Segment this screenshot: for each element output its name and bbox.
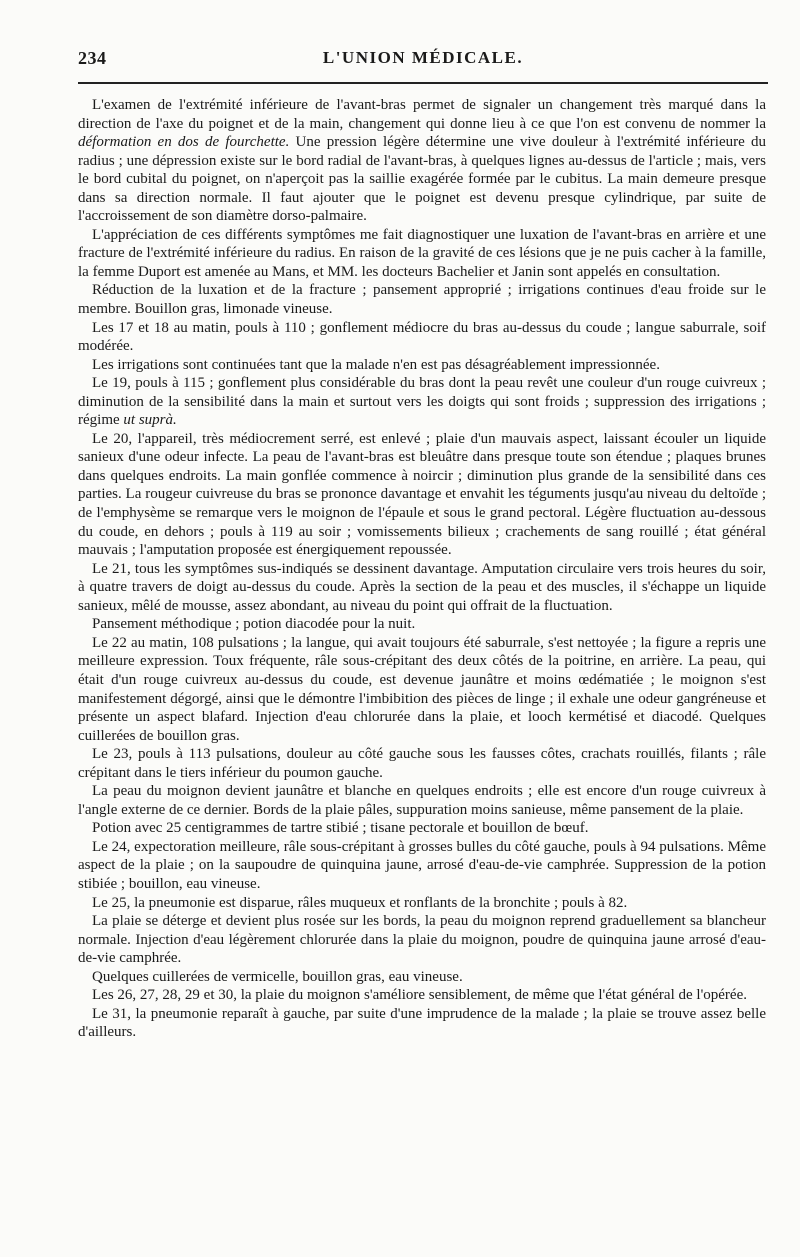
running-title: L'UNION MÉDICALE. xyxy=(322,48,524,67)
paragraph: Le 23, pouls à 113 pulsations, douleur au côté gauche sous les fausses côtes, crachats rouillés, filants ; râle crépitant dans le tiers inférieur du poumon gauche. xyxy=(78,746,766,781)
paragraph: Le 25, la pneumonie est disparue, râles muqueux et ronflants de la bronchite ; pouls à 82. xyxy=(92,894,628,911)
page-header xyxy=(78,48,768,72)
paragraph: Réduction de la luxation et de la fracture ; pansement approprié ; irrigations continues d'eau froide sur le membre. Bouillon gras, limonade vineuse. xyxy=(78,282,766,318)
paragraph: Le 20, l'appareil, très médiocrement serré, est enlevé ; plaie d'un mauvais aspect, laissant écouler un liquide sanieux d'une odeur infecte. La peau de l'avant-bras est bleuâtre dans presque toute son étendue ; plaques brunes dans quelques endroits. La main gonflée commence à noircir ; diminution plus grande de la sensibilité dans ces parties. La rougeur cuivreuse du bras se prononce davantage et envahit les téguments jusqu'au niveau du deltoïde ; de l'emphysème se remarque vers le moignon de l'épaule et sous le grand pectoral. Légère fluctuation au-dessous du coude, en dehors ; pouls à 119 au soir ; vomissements bilieux ; crachements de sang rouillé ; état général mauvais ; l'amputation proposée est énergiquement repoussée. xyxy=(78,430,766,559)
paragraph: Les 17 et 18 au matin, pouls à 110 ; gonflement médiocre du bras au-dessus du coude ; langue saburrale, soif modérée. xyxy=(78,319,766,355)
paragraph: Pansement méthodique ; potion diacodée pour la nuit. xyxy=(92,616,416,633)
paragraph: La peau du moignon devient jaunâtre et blanche en quelques endroits ; elle est encore d'un rouge cuivreux à l'angle externe de ce dernier. Bords de la plaie pâles, suppuration moins sanieuse, même pansement de la plaie. xyxy=(78,783,766,818)
paragraph: Le 24, expectoration meilleure, râle sous-crépitant à grosses bulles du côté gauche, pouls à 94 pulsations. Même aspect de la plaie ; on la saupoudre de quinquina jaune, arrosé d'eau-de-vie camphrée. Suppression de la potion stibiée ; bouillon, eau vineuse. xyxy=(78,838,766,892)
paragraph: Le 31, la pneumonie reparaît à gauche, par suite d'une imprudence de la malade ; la plaie se trouve assez belle d'ailleurs. xyxy=(78,1005,766,1041)
paragraph: Quelques cuillerées de vermicelle, bouillon gras, eau vineuse. xyxy=(92,968,463,985)
page-number: 234 xyxy=(78,48,107,68)
paragraph: Le 19, pouls à 115 ; gonflement plus considérable du bras dont la peau revêt une couleur d'un rouge cuivreux ; diminution de la sensibilité dans la main et surtout vers les doigts qui sont froids ; suppression des irrigations ; régime ut suprà. xyxy=(78,375,766,429)
header-rule xyxy=(78,82,768,84)
paragraph: Le 22 au matin, 108 pulsations ; la langue, qui avait toujours été saburrale, s'est nettoyée ; la figure a repris une meilleure expression. Toux fréquente, râle sous-crépitant des deux côtés de la poitrine, en arrière. La peau, qui était d'un rouge cuivreux au-dessus du coude, est devenue jaunâtre et moins œdématiée ; le moignon s'est manifestement dégorgé, ainsi que le démontre l'imbibition des pièces de linge ; il exhale une odeur gangréneuse et présente un aspect blafard. Injection d'eau chlorurée dans la plaie, et looch kermétisé et diacodé. Quelques cuillerées de bouillon gras. xyxy=(78,634,766,744)
paragraph: Les irrigations sont continuées tant que la malade n'en est pas désagréablement impressionnée. xyxy=(92,356,660,373)
paragraph: L'examen de l'extrémité inférieure de l'avant-bras permet de signaler un changement très marqué dans la direction de l'axe du poignet et de la main, changement qui donne lieu à ce que l'on est convenu de nommer la déformation en dos de fourchette. Une pression légère détermine une vive douleur à l'extrémité inférieure du radius ; une dépression existe sur le bord radial de l'avant-bras, à quelques lignes au-dessus de l'article ; mais, vers le bord cubital du poignet, on n'aperçoit pas la saillie exagérée formée par le cubitus. La main demeure presque dans sa direction normale. Il faut ajouter que le poignet est devenu presque cylindrique, par suite de l'accroissement de son diamètre dorso-palmaire. xyxy=(78,97,766,225)
paragraph: Les 26, 27, 28, 29 et 30, la plaie du moignon s'améliore sensiblement, de même que l'état général de l'opérée. xyxy=(92,987,747,1004)
paragraph: La plaie se déterge et devient plus rosée sur les bords, la peau du moignon reprend graduellement sa blancheur normale. Injection d'eau légèrement chlorurée dans la plaie du moignon, poudre de quinquina jaune arrosé d'eau-de-vie camphrée. xyxy=(78,913,766,967)
paragraph: L'appréciation de ces différents symptômes me fait diagnostiquer une luxation de l'avant-bras en arrière et une fracture de l'extrémité inférieure du radius. En raison de la gravité de ces lésions que je ne puis cacher à la famille, la femme Duport est amenée au Mans, et MM. les docteurs Bachelier et Janin sont appelés en consultation. xyxy=(78,226,766,280)
body-text xyxy=(78,96,766,1042)
paragraph: Potion avec 25 centigrammes de tartre stibié ; tisane pectorale et bouillon de bœuf. xyxy=(92,820,589,837)
paragraph: Le 21, tous les symptômes sus-indiqués se dessinent davantage. Amputation circulaire vers trois heures du soir, à quatre travers de doigt au-dessus du coude. Après la section de la peau et des muscles, il s'échappe un liquide sanieux, mêlé de mousse, assez abondant, au niveau du point qui offrait de la fluctuation. xyxy=(78,560,766,614)
